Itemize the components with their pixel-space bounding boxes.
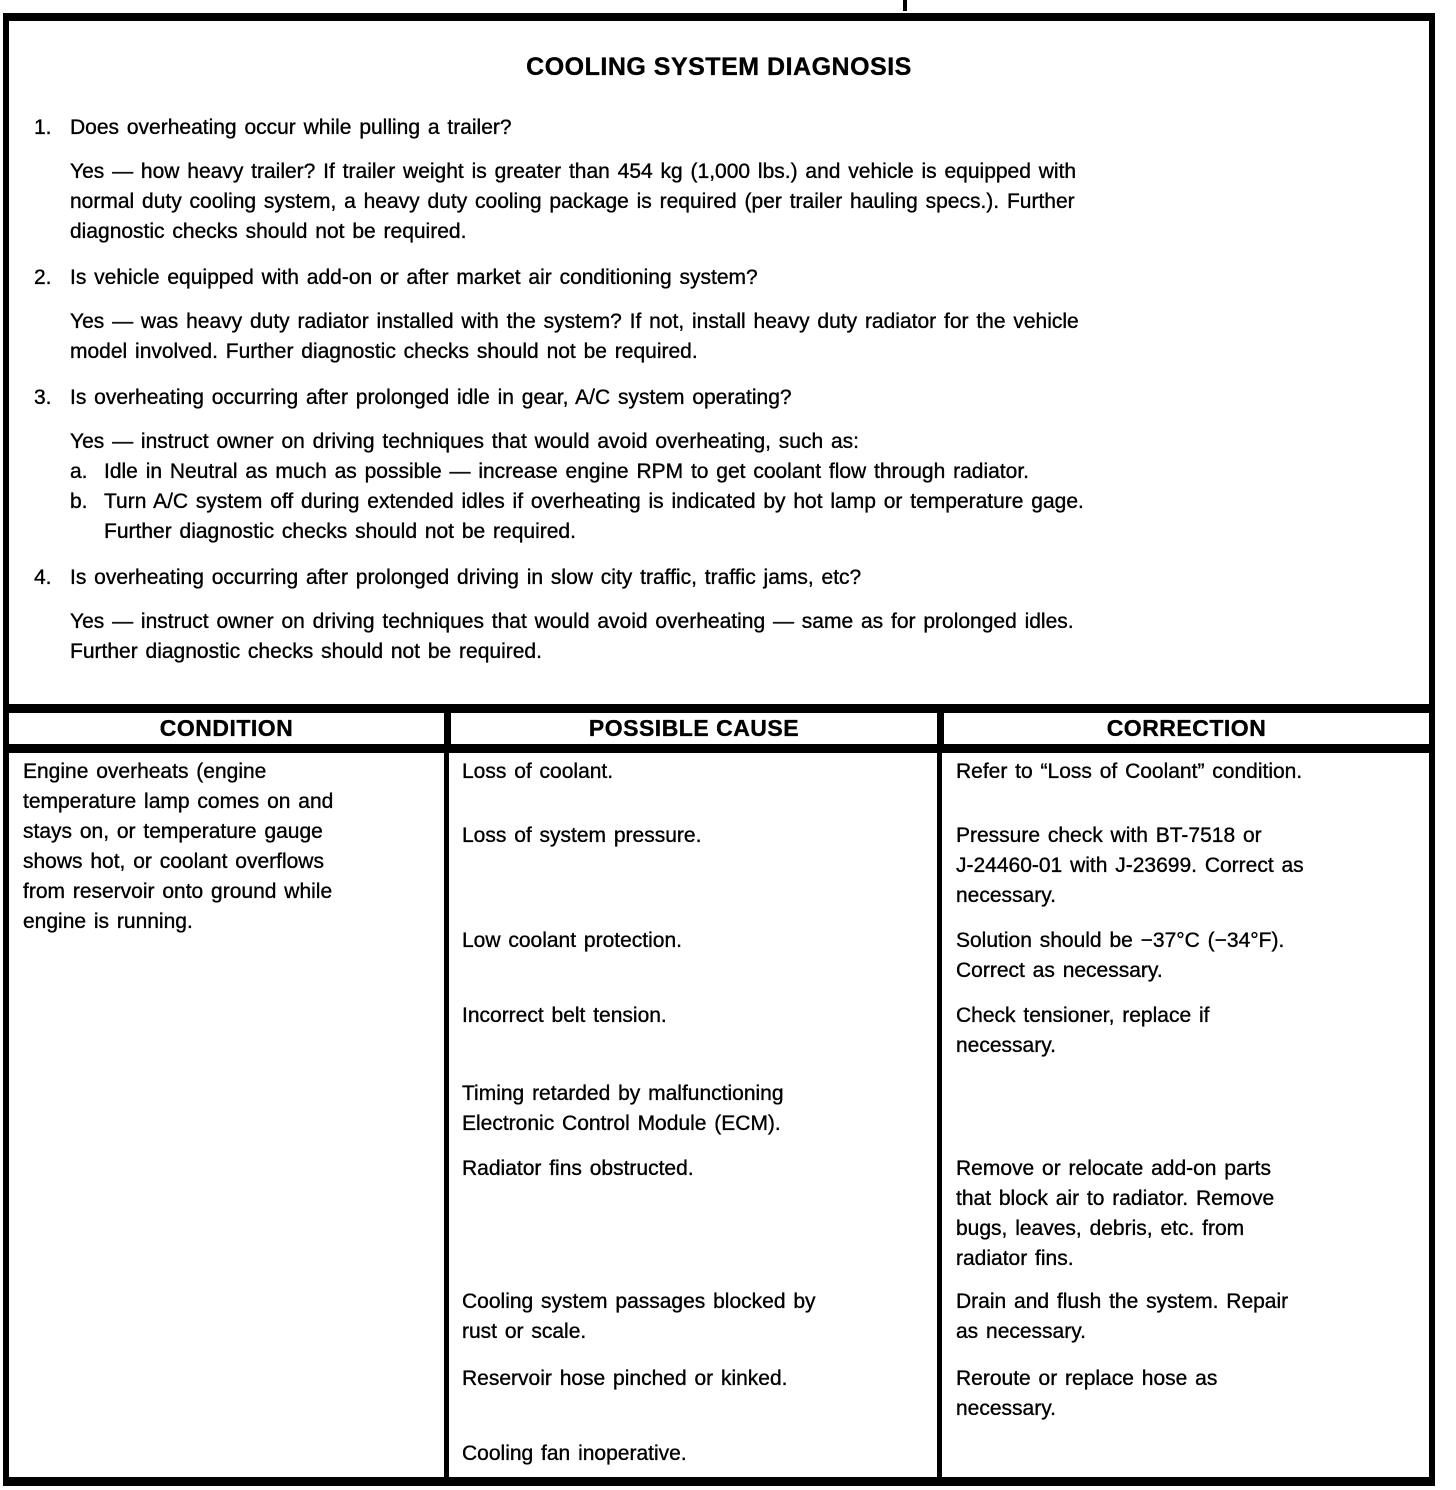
- column-header-possible-cause: POSSIBLE CAUSE: [444, 713, 937, 744]
- diagnosis-item-4: [9, 563, 1429, 667]
- correction-cell-5: [937, 1075, 1429, 1150]
- table-header-row: [9, 713, 1429, 753]
- sub-item-letter: b.: [70, 490, 88, 513]
- item-question: Is overheating occurring after prolonged idle in gear, A/C system operating?: [70, 386, 792, 409]
- diagnosis-item-3: [9, 383, 1429, 547]
- item-answer: Yes — how heavy trailer? If trailer weight is greater than 454 kg (1,000 lbs.) and vehicle is equipped with normal duty cooling system, a heavy duty cooling package is required (per trailer hauling specs.). Further diagnostic checks should not be required.: [70, 160, 1077, 243]
- cause-cell-5: Timing retarded by malfunctioning Electronic Control Module (ECM).: [444, 1075, 937, 1150]
- cause-cell-4: Incorrect belt tension.: [444, 997, 937, 1075]
- item-number: 2.: [34, 266, 52, 289]
- item-number: 4.: [34, 566, 52, 589]
- cause-cell-7: Cooling system passages blocked by rust or scale.: [444, 1283, 937, 1360]
- cause-cell-1: Loss of coolant.: [444, 753, 937, 817]
- column-header-correction: CORRECTION: [937, 713, 1429, 744]
- correction-cell-8: Reroute or replace hose as necessary.: [937, 1360, 1429, 1435]
- sub-item-b: [70, 487, 1393, 547]
- condition-cell: Engine overheats (engine temperature lamp comes on and stays on, or temperature gauge shows hot, or coolant overflows from reservoir onto ground while engine is running.: [23, 760, 334, 933]
- table-body: [9, 753, 1429, 1477]
- cause-cell-3: Low coolant protection.: [444, 922, 937, 997]
- correction-cell-1: Refer to “Loss of Coolant” condition.: [937, 753, 1429, 817]
- diagnosis-item-2: [9, 263, 1429, 367]
- sub-item-letter: a.: [70, 460, 88, 483]
- page-title: COOLING SYSTEM DIAGNOSIS: [526, 53, 912, 81]
- item-answer: Yes — instruct owner on driving techniques that would avoid overheating — same as for prolonged idles. Further diagnostic checks should not be required.: [70, 610, 1074, 663]
- sub-item-text: Idle in Neutral as much as possible — increase engine RPM to get coolant flow through radiator.: [104, 460, 1029, 483]
- item-question: Is vehicle equipped with add-on or after market air conditioning system?: [70, 266, 758, 289]
- item-question: Does overheating occur while pulling a trailer?: [70, 116, 512, 139]
- document-page: [3, 13, 1435, 1486]
- cause-cell-6: Radiator fins obstructed.: [444, 1150, 937, 1283]
- correction-cell-6: Remove or relocate add-on parts that block air to radiator. Remove bugs, leaves, debris, etc. from radiator fins.: [937, 1150, 1429, 1283]
- column-header-condition: CONDITION: [159, 715, 294, 741]
- cause-cell-2: Loss of system pressure.: [444, 817, 937, 922]
- cause-cell-8: Reservoir hose pinched or kinked.: [444, 1360, 937, 1435]
- scan-artifact-tick: [903, 0, 907, 11]
- item-answer-intro: Yes — instruct owner on driving techniques that would avoid overheating, such as:: [70, 430, 860, 453]
- item-number: 1.: [34, 116, 52, 139]
- sub-item-text: Turn A/C system off during extended idles if overheating is indicated by hot lamp or temperature gage. Further diagnostic checks should not be required.: [104, 490, 1084, 543]
- item-answer: [70, 427, 1393, 547]
- item-answer: Yes — was heavy duty radiator installed with the system? If not, install heavy duty radiator for the vehicle model involved. Further diagnostic checks should not be required.: [70, 310, 1079, 363]
- cause-cell-9: Cooling fan inoperative.: [444, 1435, 937, 1477]
- diagnosis-table: [9, 704, 1429, 1477]
- correction-cell-3: Solution should be −37°C (−34°F). Correct as necessary.: [937, 922, 1429, 997]
- correction-cell-4: Check tensioner, replace if necessary.: [937, 997, 1429, 1075]
- sub-item-a: [70, 457, 1393, 487]
- item-number: 3.: [34, 386, 52, 409]
- correction-cell-9: [937, 1435, 1429, 1477]
- correction-cell-7: Drain and flush the system. Repair as necessary.: [937, 1283, 1429, 1360]
- item-question: Is overheating occurring after prolonged driving in slow city traffic, traffic jams, etc?: [70, 566, 862, 589]
- correction-cell-2: Pressure check with BT-7518 or J-24460-01 with J-23699. Correct as necessary.: [937, 817, 1429, 922]
- diagnosis-item-1: [9, 113, 1429, 247]
